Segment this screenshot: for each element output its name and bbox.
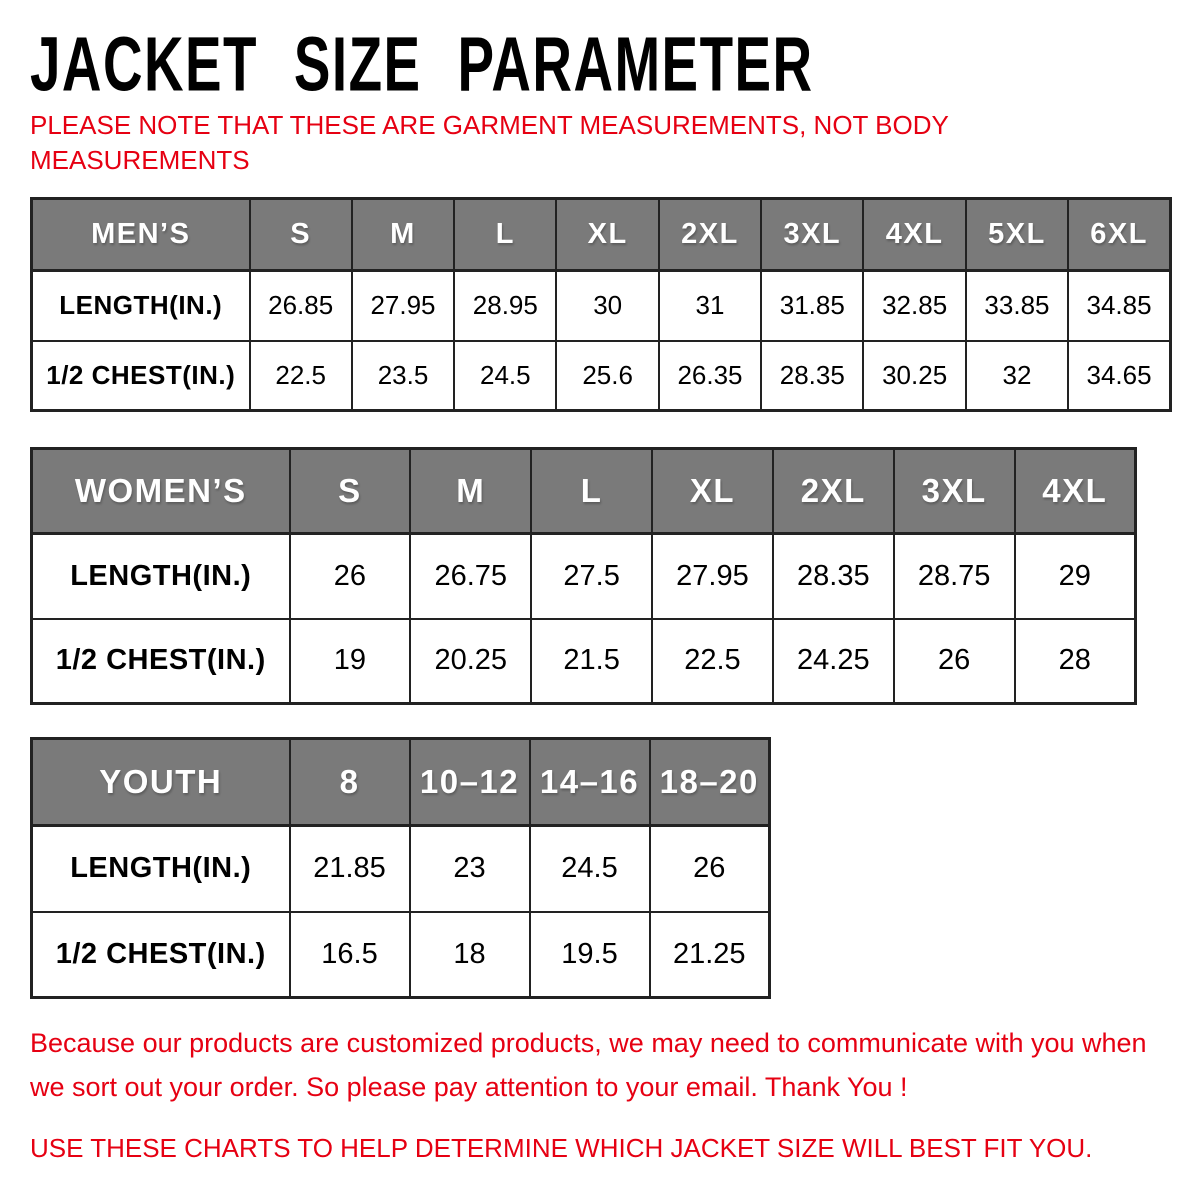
youth-size-table [30, 737, 771, 999]
size-column-header: 3XL [894, 449, 1015, 534]
measurement-value: 18 [410, 912, 530, 998]
measurement-value: 19.5 [530, 912, 650, 998]
size-column-header: 6XL [1068, 199, 1170, 271]
measurement-value: 27.95 [352, 271, 454, 341]
measurement-value: 28.95 [454, 271, 556, 341]
mens-size-table [30, 197, 1172, 412]
size-column-header: M [410, 449, 531, 534]
measurement-value: 28.35 [773, 534, 894, 619]
customization-communication-note: Because our products are customized products, we may need to communicate with you when we sort out your order. So please pay attention to your email. Thank You ! [30, 1028, 1147, 1102]
table-row [32, 912, 770, 998]
measurement-value: 26.35 [659, 341, 761, 411]
table-row [32, 534, 1136, 619]
size-column-header: 2XL [659, 199, 761, 271]
measurement-value: 27.5 [531, 534, 652, 619]
measurement-value: 26.85 [250, 271, 352, 341]
measurement-value: 29 [1015, 534, 1136, 619]
size-column-header: 18–20 [650, 739, 770, 826]
measurement-value: 24.5 [530, 826, 650, 912]
measurement-value: 21.5 [531, 619, 652, 704]
footer-notes [30, 1022, 1188, 1164]
measurement-value: 28 [1015, 619, 1136, 704]
size-column-header: XL [652, 449, 773, 534]
measurement-row-label: LENGTH(IN.) [32, 271, 250, 341]
measurement-value: 21.25 [650, 912, 770, 998]
size-column-header: S [290, 449, 411, 534]
table-row [32, 271, 1171, 341]
measurement-value: 32 [966, 341, 1068, 411]
measurement-value: 19 [290, 619, 411, 704]
garment-measurement-note: PLEASE NOTE THAT THESE ARE GARMENT MEASUREMENTS, NOT BODY MEASUREMENTS [30, 110, 949, 175]
measurement-row-label: LENGTH(IN.) [32, 534, 290, 619]
measurement-value: 26 [650, 826, 770, 912]
measurement-value: 16.5 [290, 912, 410, 998]
measurement-value: 26.75 [410, 534, 531, 619]
measurement-row-label: 1/2 CHEST(IN.) [32, 341, 250, 411]
chart-usage-note: USE THESE CHARTS TO HELP DETERMINE WHICH JACKET SIZE WILL BEST FIT YOU. [30, 1133, 1093, 1164]
measurement-value: 21.85 [290, 826, 410, 912]
measurement-value: 27.95 [652, 534, 773, 619]
size-table-title: YOUTH [32, 739, 290, 826]
measurement-value: 32.85 [863, 271, 965, 341]
measurement-value: 28.35 [761, 341, 863, 411]
measurement-value: 23 [410, 826, 530, 912]
measurement-value: 26 [290, 534, 411, 619]
measurement-value: 30.25 [863, 341, 965, 411]
measurement-row-label: LENGTH(IN.) [32, 826, 290, 912]
size-table [30, 447, 1137, 705]
size-table [30, 197, 1172, 412]
size-column-header: 10–12 [410, 739, 530, 826]
size-table [30, 737, 771, 999]
measurement-value: 22.5 [250, 341, 352, 411]
measurement-value: 33.85 [966, 271, 1068, 341]
size-column-header: 2XL [773, 449, 894, 534]
measurement-value: 24.25 [773, 619, 894, 704]
size-column-header: M [352, 199, 454, 271]
measurement-value: 25.6 [556, 341, 658, 411]
measurement-value: 31.85 [761, 271, 863, 341]
measurement-row-label: 1/2 CHEST(IN.) [32, 912, 290, 998]
measurement-value: 31 [659, 271, 761, 341]
size-column-header: 3XL [761, 199, 863, 271]
size-column-header: 8 [290, 739, 410, 826]
size-table-title: MEN’S [32, 199, 250, 271]
table-row [32, 826, 770, 912]
measurement-value: 20.25 [410, 619, 531, 704]
measurement-value: 30 [556, 271, 658, 341]
measurement-value: 26 [894, 619, 1015, 704]
measurement-value: 34.85 [1068, 271, 1170, 341]
measurement-value: 28.75 [894, 534, 1015, 619]
size-column-header: 14–16 [530, 739, 650, 826]
size-column-header: L [454, 199, 556, 271]
measurement-value: 22.5 [652, 619, 773, 704]
womens-size-table [30, 447, 1137, 705]
size-column-header: 4XL [1015, 449, 1136, 534]
measurement-row-label: 1/2 CHEST(IN.) [32, 619, 290, 704]
size-column-header: 4XL [863, 199, 965, 271]
size-column-header: 5XL [966, 199, 1068, 271]
size-column-header: S [250, 199, 352, 271]
size-column-header: XL [556, 199, 658, 271]
measurement-value: 23.5 [352, 341, 454, 411]
table-row [32, 341, 1171, 411]
measurement-value: 34.65 [1068, 341, 1170, 411]
measurement-value: 24.5 [454, 341, 556, 411]
page-title: JACKET SIZE PARAMETER [30, 21, 814, 108]
size-table-title: WOMEN’S [32, 449, 290, 534]
table-row [32, 619, 1136, 704]
size-column-header: L [531, 449, 652, 534]
